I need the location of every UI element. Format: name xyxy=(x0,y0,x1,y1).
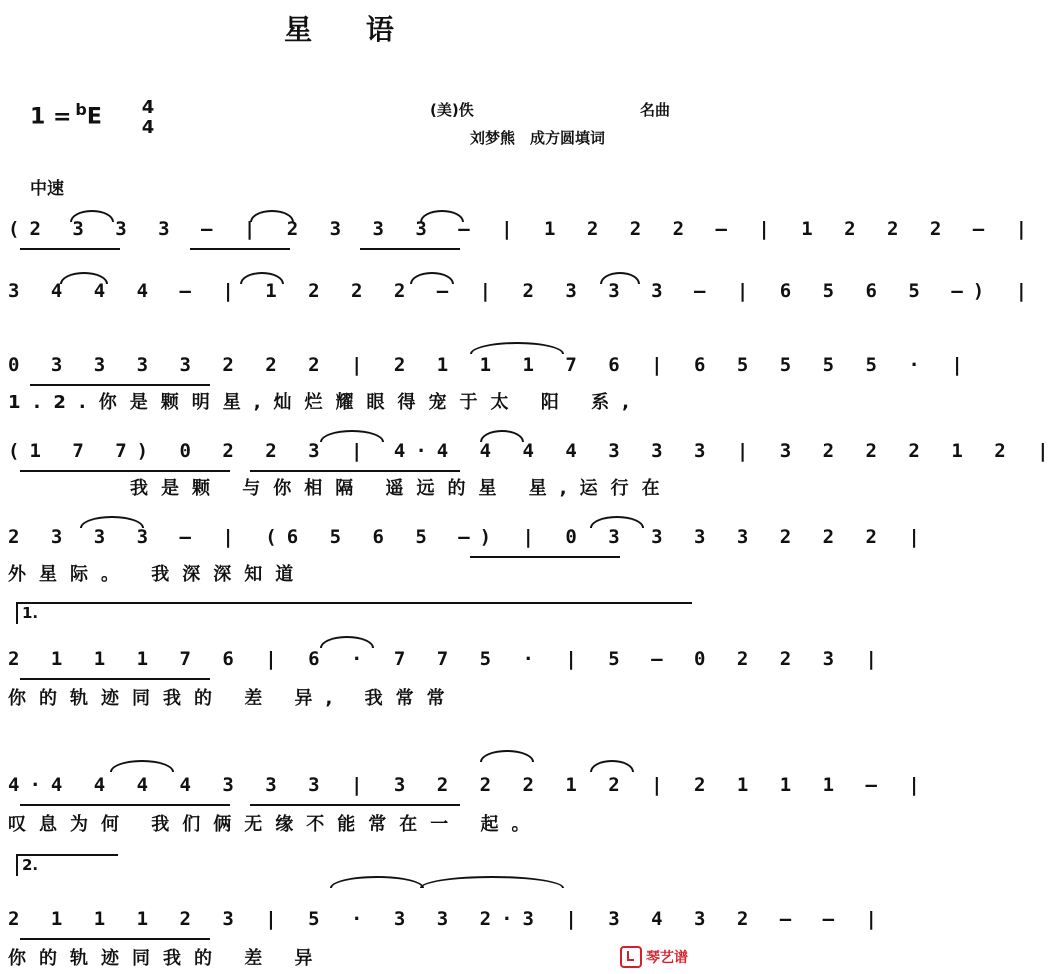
underline xyxy=(30,384,210,386)
slur xyxy=(70,210,114,222)
flat-sign: b xyxy=(75,100,87,119)
notes-line: 0 3 3 3 3 2 2 2 | 2 1 1 1 7 6 | 6 5 5 5 5 · | xyxy=(8,354,973,376)
underline xyxy=(20,248,120,250)
time-bottom: 4 xyxy=(141,117,155,138)
lyrics-line: 外星际。 我深深知道 xyxy=(8,564,307,585)
slur xyxy=(590,760,634,772)
volta-bracket-1 xyxy=(16,602,692,624)
tempo-marking: 中速 xyxy=(30,179,64,199)
lyricists: 刘梦熊 成方圆填词 xyxy=(470,129,606,147)
notes-line: (1 7 7) 0 2 2 3 | 4·4 4 4 4 3 3 3 | 3 2 2 2 1 2 | xyxy=(8,440,1059,462)
song-title: 星 语 xyxy=(284,13,416,46)
slur xyxy=(320,636,374,648)
underline xyxy=(20,470,230,472)
slur xyxy=(80,516,144,528)
key-signature xyxy=(30,100,102,129)
credits xyxy=(430,96,670,152)
slur xyxy=(410,272,454,284)
slur xyxy=(480,430,524,442)
lyrics-line: 我是颗 与你相隔 遥远的星 星,运行在 xyxy=(130,478,673,499)
underline xyxy=(250,804,460,806)
underline xyxy=(20,678,210,680)
lyrics-line: 你的轨迹同我的 差 异, 我常常 xyxy=(8,688,458,709)
slur xyxy=(480,750,534,762)
slur xyxy=(110,760,174,772)
logo-icon xyxy=(620,946,642,968)
notes-line: 3 4 4 4 – | 1 2 2 2 – | 2 3 3 3 – | 6 5 6 5 –) | xyxy=(8,280,1038,302)
notes-line: 2 3 3 3 – | (6 5 6 5 –) | 0 3 3 3 3 2 2 2 | xyxy=(8,526,930,548)
score-line-7 xyxy=(0,730,930,835)
score-line-5 xyxy=(0,512,930,592)
composer-origin: (美)佚 xyxy=(430,101,474,119)
score-line-4 xyxy=(0,426,1059,506)
lyrics-line: 1.2.你是颗明星,灿烂耀眼得宠于太 阳 系, xyxy=(8,392,642,413)
volta-bracket-2 xyxy=(16,854,118,876)
notes-line: 2 1 1 1 2 3 | 5 · 3 3 2·3 | 3 4 3 2 – – | xyxy=(8,908,887,930)
score-line-3 xyxy=(0,338,973,418)
time-top: 4 xyxy=(141,97,155,118)
volta-label: 1. xyxy=(22,604,39,622)
underline xyxy=(20,804,230,806)
site-logo xyxy=(620,946,688,968)
slur xyxy=(420,210,464,222)
underline xyxy=(470,556,620,558)
slur xyxy=(240,272,284,284)
slur xyxy=(330,876,424,888)
slur xyxy=(60,272,108,284)
key-note: E xyxy=(86,104,102,130)
volta-label: 2. xyxy=(22,856,39,874)
notes-line: (2 3 3 3 – | 2 3 3 3 – | 1 2 2 2 – | 1 2 2 2 – | xyxy=(8,218,1038,240)
time-signature xyxy=(138,98,158,138)
slur xyxy=(470,342,564,354)
slur xyxy=(250,210,294,222)
underline xyxy=(20,938,210,940)
lyrics-line: 叹息为何 我们俩无缘不能常在一 起。 xyxy=(8,814,543,835)
slur xyxy=(320,430,384,442)
notes-line: 4·4 4 4 4 3 3 3 | 3 2 2 2 1 2 | 2 1 1 1 – | xyxy=(8,774,930,796)
lyrics-line: 你的轨迹同我的 差 异 xyxy=(8,948,326,969)
composer-suffix: 名曲 xyxy=(639,101,670,119)
key-prefix: 1 = xyxy=(30,104,72,130)
slur xyxy=(420,876,564,888)
underline xyxy=(250,470,460,472)
underline xyxy=(360,248,460,250)
logo-text: 琴艺谱 xyxy=(646,950,688,966)
slur xyxy=(600,272,640,284)
underline xyxy=(190,248,290,250)
score-line-6 xyxy=(0,602,887,709)
notes-line: 2 1 1 1 7 6 | 6 · 7 7 5 · | 5 – 0 2 2 3 | xyxy=(8,648,887,670)
slur xyxy=(590,516,644,528)
